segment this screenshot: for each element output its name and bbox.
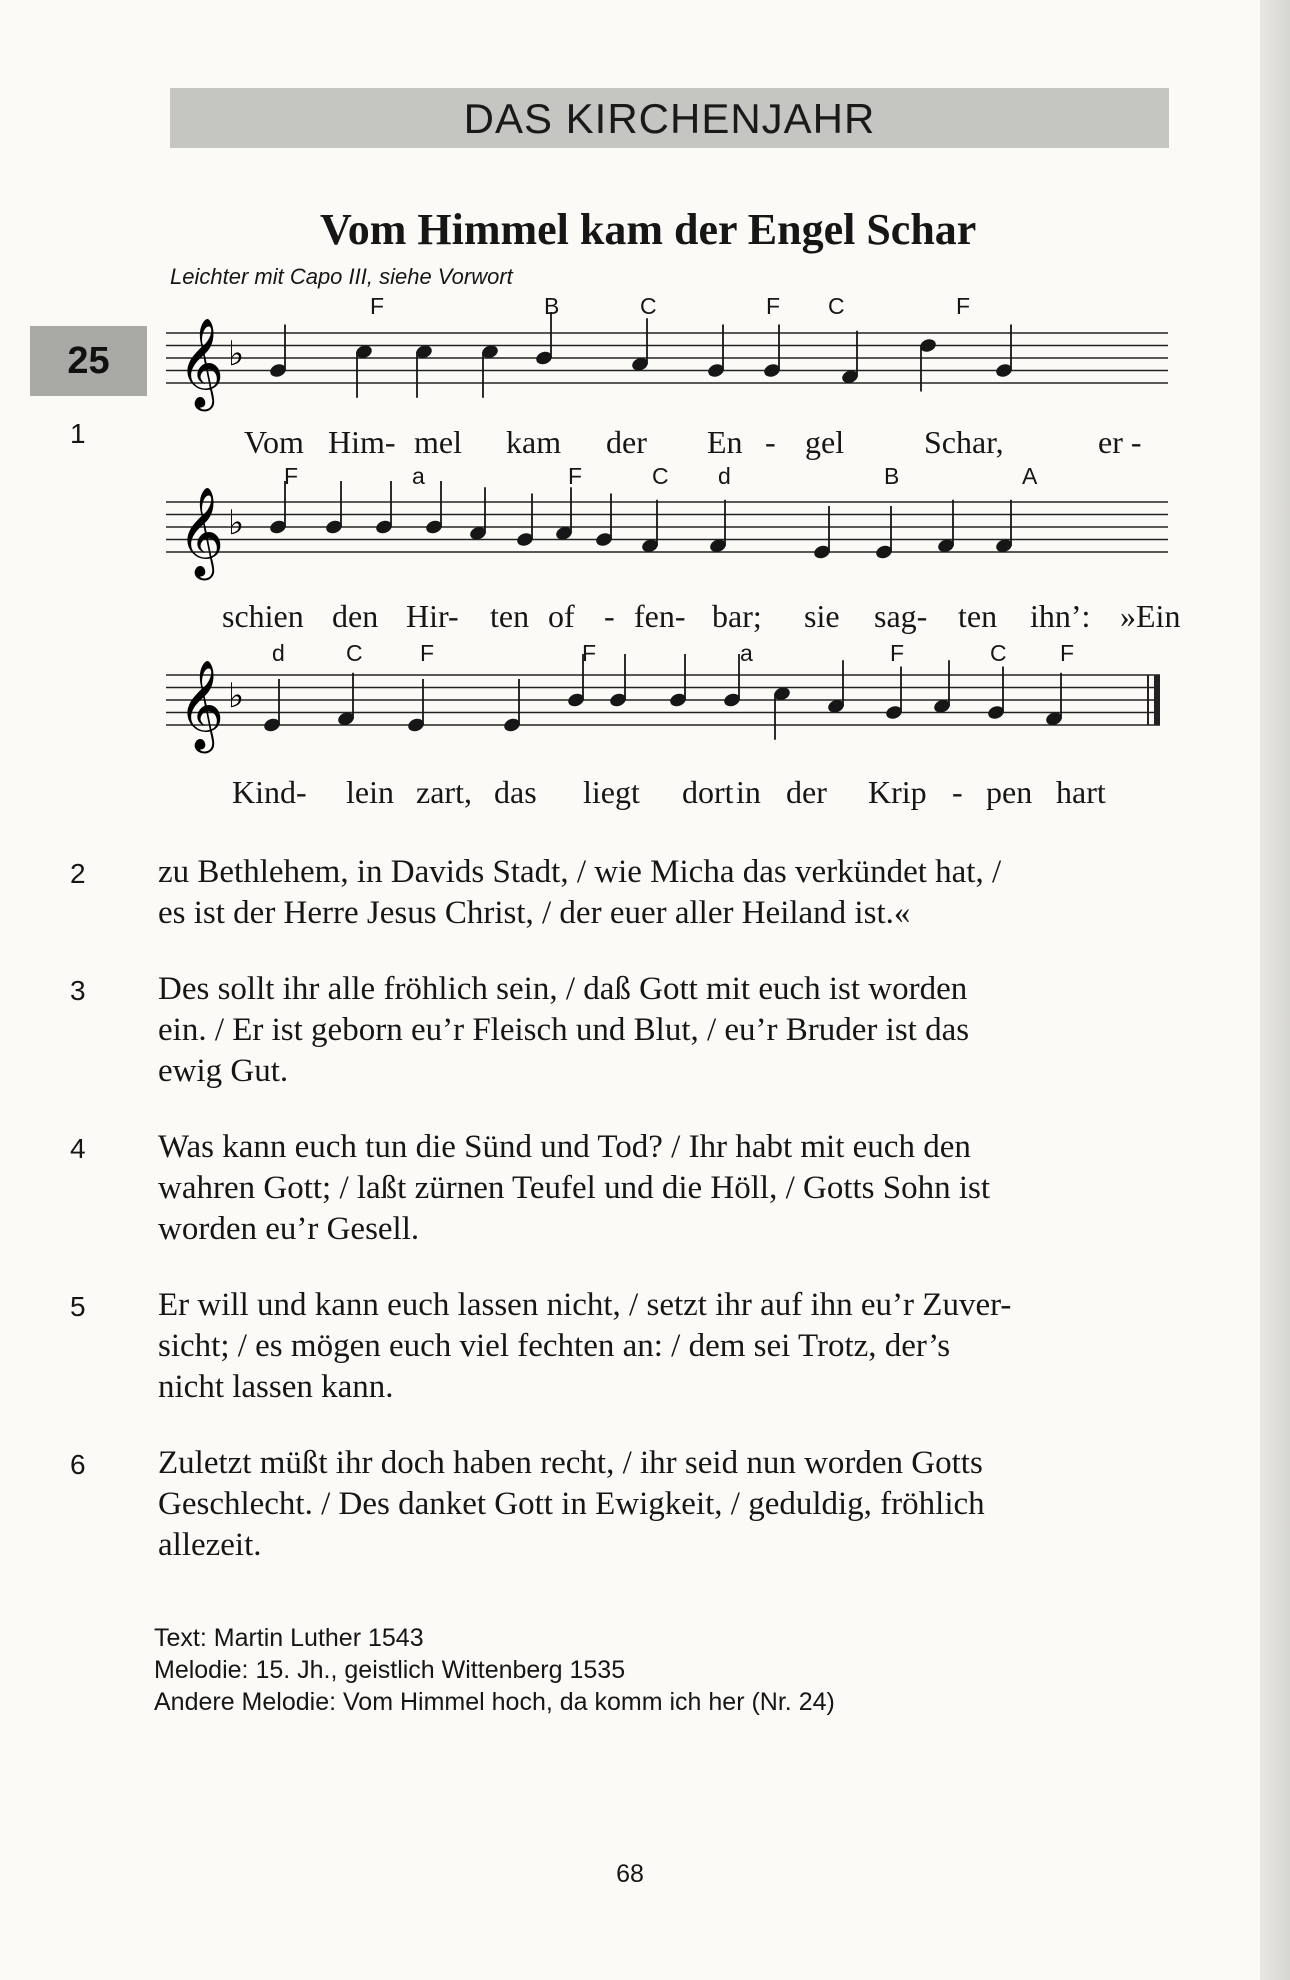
lyric-syllable: - xyxy=(952,774,963,810)
chord-symbol: d xyxy=(718,463,731,489)
flat-sign-icon: ♭ xyxy=(228,334,245,374)
verse-2 xyxy=(158,852,1168,934)
lyric-syllable: der xyxy=(606,424,647,460)
chord-symbol: F xyxy=(370,293,385,319)
capo-note: Leichter mit Capo III, siehe Vorwort xyxy=(170,264,513,289)
credit-melody: Melodie: 15. Jh., geistlich Wittenberg 1535 xyxy=(154,1656,626,1684)
chord-symbol: A xyxy=(1022,463,1038,489)
lyric-syllable: schien xyxy=(222,598,304,634)
verse-5 xyxy=(158,1285,1168,1408)
lyric-syllable: zart, xyxy=(416,774,472,810)
verse-number-5: 5 xyxy=(70,1291,86,1322)
chord-symbol: B xyxy=(544,293,560,319)
staves xyxy=(166,318,1168,754)
chord-symbol: F xyxy=(1060,640,1075,666)
verse-line: allezeit. xyxy=(158,1527,262,1563)
verse-line: Des sollt ihr alle fröhlich sein, / daß Gott mit euch ist worden xyxy=(158,971,968,1007)
verse-number-6: 6 xyxy=(70,1449,86,1480)
lyric-syllable: Schar, xyxy=(924,424,1004,460)
verse-line: Geschlecht. / Des danket Gott in Ewigkeit, / geduldig, fröhlich xyxy=(158,1486,985,1522)
lyric-syllable: Vom xyxy=(244,424,304,460)
verse-line: wahren Gott; / laßt zürnen Teufel und die Höll, / Gotts Sohn ist xyxy=(158,1170,991,1206)
credit-alt-melody: Andere Melodie: Vom Himmel hoch, da komm ich her (Nr. 24) xyxy=(154,1688,835,1716)
lyric-syllable: kam xyxy=(506,424,562,460)
lyric-syllable: in xyxy=(736,774,761,810)
lyric-syllable: lein xyxy=(346,774,394,810)
verse-line: worden eu’r Gesell. xyxy=(158,1211,420,1247)
lyric-syllable: er - xyxy=(1098,424,1142,460)
lyric-syllable: hart xyxy=(1056,774,1106,810)
lyric-syllable: Kind- xyxy=(232,774,307,810)
page-edge xyxy=(1260,0,1290,1980)
verse-line: es ist der Herre Jesus Christ, / der euer aller Heiland ist.« xyxy=(158,895,911,931)
verse-line: zu Bethlehem, in Davids Stadt, / wie Micha das verkündet hat, / xyxy=(158,854,1002,890)
lyric-syllable: of xyxy=(548,598,575,634)
lyric-syllable: Him- xyxy=(328,424,396,460)
lyric-syllable: den xyxy=(332,598,379,634)
lyric-syllable: »Ein xyxy=(1120,598,1181,634)
lyric-syllable: das xyxy=(494,774,537,810)
flat-sign-icon: ♭ xyxy=(228,503,245,543)
lyric-syllable: bar; xyxy=(712,598,762,634)
lyric-syllable: ihn’: xyxy=(1030,598,1091,634)
lyric-syllable: der xyxy=(786,774,827,810)
verse-line: ewig Gut. xyxy=(158,1053,289,1089)
verse-line: ein. / Er ist geborn eu’r Fleisch und Blut, / eu’r Bruder ist das xyxy=(158,1012,970,1048)
chord-symbol: C xyxy=(640,293,657,319)
verse-line: Er will und kann euch lassen nicht, / setzt ihr auf ihn eu’r Zuver- xyxy=(158,1287,1012,1323)
lyric-syllable: En xyxy=(707,424,743,460)
chord-symbol: B xyxy=(884,463,900,489)
chord-symbol: C xyxy=(652,463,669,489)
lyric-syllable: gel xyxy=(805,424,845,460)
lyric-syllable: ten xyxy=(958,598,998,634)
lyric-syllable: Krip xyxy=(868,774,927,810)
verse-4 xyxy=(158,1127,1168,1250)
chord-symbol: a xyxy=(740,640,753,666)
page-number: 68 xyxy=(616,1860,644,1888)
chord-symbol: d xyxy=(272,640,285,666)
credit-text: Text: Martin Luther 1543 xyxy=(154,1624,424,1652)
lyric-syllable: ten xyxy=(490,598,530,634)
lyric-syllable: sag- xyxy=(874,598,928,634)
song-number-tab: 25 xyxy=(30,326,147,396)
lyric-syllable: Hir- xyxy=(406,598,459,634)
final-barline xyxy=(1154,675,1160,725)
chord-symbol: a xyxy=(412,463,425,489)
chord-symbol: F xyxy=(956,293,971,319)
lyric-syllable: liegt xyxy=(583,774,640,810)
lyric-syllable: mel xyxy=(414,424,462,460)
treble-clef-icon: 𝄞 xyxy=(178,660,225,750)
credits xyxy=(154,1622,835,1718)
verse-6 xyxy=(158,1443,1168,1566)
lyric-syllable: - xyxy=(604,598,615,634)
flat-sign-icon: ♭ xyxy=(228,676,245,716)
chord-symbol: F xyxy=(420,640,435,666)
song-title: Vom Himmel kam der Engel Schar xyxy=(320,205,977,254)
stanza-number-1: 1 xyxy=(70,418,86,449)
treble-clef-icon: 𝄞 xyxy=(178,487,225,577)
lyric-syllable: sie xyxy=(804,598,840,634)
verse-line: Zuletzt müßt ihr doch haben recht, / ihr seid nun worden Gotts xyxy=(158,1445,983,1481)
chord-symbol: F xyxy=(890,640,905,666)
chord-symbol: F xyxy=(582,640,597,666)
chord-symbol: C xyxy=(346,640,363,666)
verse-number-3: 3 xyxy=(70,975,86,1006)
lyric-syllable: pen xyxy=(986,774,1033,810)
verse-number-2: 2 xyxy=(70,858,86,889)
verse-line: sicht; / es mögen euch viel fechten an: / dem sei Trotz, der’s xyxy=(158,1328,951,1364)
chord-symbol: F xyxy=(284,463,299,489)
lyric-syllable: - xyxy=(765,424,776,460)
verse-line: Was kann euch tun die Sünd und Tod? / Ihr habt mit euch den xyxy=(158,1129,971,1165)
verse-number-4: 4 xyxy=(70,1133,86,1164)
lyric-syllable: dort xyxy=(682,774,734,810)
verse-3 xyxy=(158,969,1168,1092)
chord-symbol: F xyxy=(766,293,781,319)
chord-symbol: C xyxy=(828,293,845,319)
chord-symbol: F xyxy=(568,463,583,489)
verse-line: nicht lassen kann. xyxy=(158,1369,394,1405)
lyric-syllable: fen- xyxy=(634,598,686,634)
treble-clef-icon: 𝄞 xyxy=(178,318,225,408)
chord-symbol: C xyxy=(990,640,1007,666)
section-title: DAS KIRCHENJAHR xyxy=(463,95,876,142)
